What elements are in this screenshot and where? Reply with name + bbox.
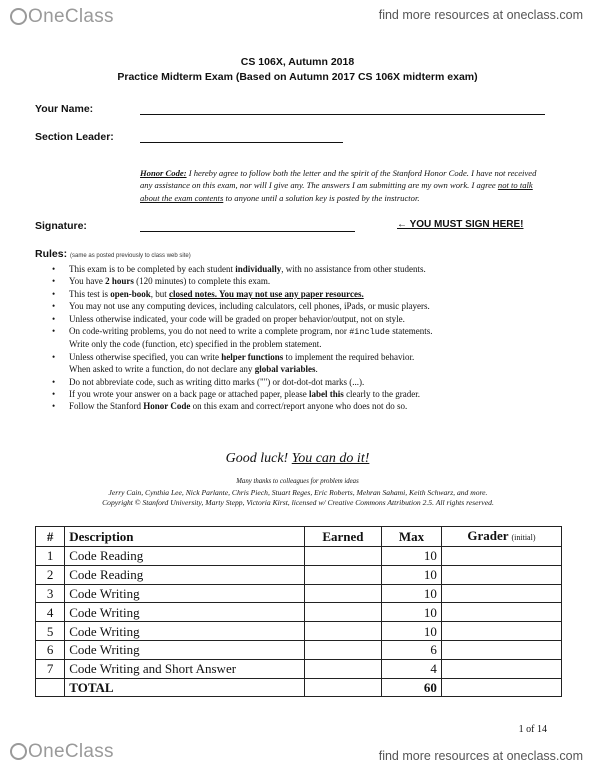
thanks-note: Many thanks to colleagues for problem ideas	[236, 478, 359, 485]
section-leader-line[interactable]	[140, 142, 343, 143]
logo-ring-icon	[10, 743, 27, 760]
row-max: 10	[382, 622, 442, 641]
rule-text: clearly to the grader.	[343, 389, 421, 400]
rules-title: Rules:	[35, 248, 68, 260]
col-description-header: Description	[65, 527, 304, 547]
rule-text: Unless otherwise specified, you can write	[69, 351, 222, 362]
rule-emphasis: Honor Code	[143, 401, 191, 412]
rule-text: Follow the Stanford	[69, 401, 144, 412]
oneclass-logo	[10, 6, 114, 28]
row-description: Code Writing	[65, 603, 304, 622]
table-row	[36, 640, 562, 659]
grader-header-text: Grader	[467, 528, 509, 543]
honor-code-statement	[140, 167, 550, 204]
rule-text: On code-writing problems, you do not need to write a complete program, nor	[69, 326, 350, 337]
total-label: TOTAL	[65, 678, 304, 697]
rule-emphasis: open-book	[110, 288, 151, 299]
must-sign-text: ← YOU MUST SIGN HERE!	[397, 219, 524, 230]
row-grader-cell[interactable]	[441, 622, 561, 641]
row-max: 10	[382, 547, 442, 566]
row-num: 2	[36, 565, 65, 584]
row-max: 10	[382, 565, 442, 584]
col-max-header: Max	[382, 527, 442, 547]
row-grader-cell[interactable]	[441, 565, 561, 584]
rule-emphasis: label this	[309, 389, 344, 400]
row-earned-cell[interactable]	[304, 547, 382, 566]
row-description: Code Writing and Short Answer	[65, 659, 304, 678]
rule-item	[52, 351, 552, 376]
rule-item: • Unless otherwise indicated, your code will be graded on proper behavior/output, not on style.	[52, 313, 552, 325]
table-row	[36, 659, 562, 678]
score-table-header	[36, 527, 562, 547]
rule-emphasis: global variables	[254, 364, 316, 375]
honor-text-1: I hereby agree to follow both the letter and the spirit of the Stanford Honor Code. I have not received any assistance on this exam, nor will I give any. The answers I am submitting are my own work. I agree	[140, 168, 537, 191]
rule-emphasis: closed notes. You may not use any paper resources.	[169, 288, 364, 299]
rule-emphasis: 2 hours	[105, 276, 134, 287]
honor-code-lead: Honor Code:	[140, 168, 187, 178]
row-grader-cell[interactable]	[441, 603, 561, 622]
row-earned-cell[interactable]	[304, 622, 382, 641]
top-resource-link[interactable]: find more resources at oneclass.com	[378, 8, 583, 22]
rule-code: #include	[349, 327, 390, 338]
row-grader-cell[interactable]	[441, 584, 561, 603]
row-earned-cell[interactable]	[304, 640, 382, 659]
col-grader-header	[441, 527, 561, 547]
rule-text: Write only the code (function, etc) specified in the problem statement.	[69, 339, 322, 350]
row-earned-cell[interactable]	[304, 584, 382, 603]
rule-text: , with no assistance from other students.	[281, 264, 426, 274]
total-row	[36, 678, 562, 697]
good-luck-text: Good luck!	[225, 451, 292, 466]
rules-list	[52, 263, 552, 413]
row-num: 5	[36, 622, 65, 641]
oneclass-logo-bottom	[10, 741, 114, 763]
logo-ring-icon	[10, 8, 27, 25]
rule-text: on this exam and correct/report anyone who does not do so.	[190, 401, 408, 412]
honor-text-2: not to talk about the exam contents	[140, 180, 533, 203]
row-description: Code Reading	[65, 547, 304, 566]
table-row	[36, 565, 562, 584]
you-can-do-it-text: You can do it!	[291, 451, 370, 466]
row-num: 4	[36, 603, 65, 622]
rule-text: This test is	[69, 288, 111, 299]
table-row	[36, 584, 562, 603]
bottom-resource-link[interactable]: find more resources at oneclass.com	[378, 749, 583, 763]
name-line[interactable]	[140, 114, 545, 115]
row-description: Code Reading	[65, 565, 304, 584]
row-earned-cell[interactable]	[304, 603, 382, 622]
signature-line[interactable]	[140, 231, 355, 232]
table-row	[36, 547, 562, 566]
col-num-header: #	[36, 527, 65, 547]
rule-item	[52, 288, 552, 300]
credits	[38, 488, 558, 508]
exam-subtitle: Practice Midterm Exam (Based on Autumn 2017 CS 106X midterm exam)	[117, 71, 478, 83]
honor-text-3: to anyone until a solution key is posted by the instructor.	[223, 192, 420, 203]
row-num: 6	[36, 640, 65, 659]
row-max: 4	[382, 659, 442, 678]
total-earned-cell[interactable]	[304, 678, 382, 697]
must-sign-note	[397, 219, 524, 230]
total-num-cell	[36, 678, 65, 697]
row-description: Code Writing	[65, 640, 304, 659]
rule-emphasis: helper functions	[221, 351, 284, 362]
grader-header-note: (initial)	[511, 533, 536, 542]
rule-item: • Do not abbreviate code, such as writing ditto marks ("") or dot-dot-dot marks (...).	[52, 376, 552, 388]
rule-emphasis: individually	[235, 264, 282, 274]
col-earned-header: Earned	[304, 527, 382, 547]
row-num: 7	[36, 659, 65, 678]
rule-text: This exam is to be completed by each student	[69, 264, 236, 274]
rule-text: , but	[150, 288, 170, 299]
copyright-line: Copyright © Stanford University, Marty Stepp, Victoria Kirst, licensed w/ Creative Commons Attribution 2.5. All rights reserved.	[102, 498, 494, 507]
name-label: Your Name:	[35, 103, 94, 115]
row-grader-cell[interactable]	[441, 659, 561, 678]
rule-item	[52, 325, 552, 351]
rule-text: (120 minutes) to complete this exam.	[133, 276, 271, 287]
rule-item	[52, 275, 552, 287]
course-title: CS 106X, Autumn 2018	[240, 56, 355, 68]
rule-item	[52, 400, 552, 412]
row-earned-cell[interactable]	[304, 565, 382, 584]
rules-heading	[35, 248, 191, 260]
total-grader-cell[interactable]	[441, 678, 561, 697]
table-row	[36, 603, 562, 622]
score-table	[35, 526, 562, 697]
row-grader-cell[interactable]	[441, 547, 561, 566]
rule-text: statements.	[390, 326, 433, 337]
rule-item	[52, 263, 552, 275]
rule-item	[52, 388, 552, 400]
rule-item: • You may not use any computing devices, including calculators, cell phones, iPads, or music players.	[52, 300, 552, 312]
row-num: 1	[36, 547, 65, 566]
rule-text: to implement the required behavior.	[283, 351, 415, 362]
rule-text: If you wrote your answer on a back page or attached paper, please	[69, 389, 310, 400]
row-max: 10	[382, 603, 442, 622]
page-number: 1 of 14	[518, 724, 547, 735]
logo-text: OneClass	[28, 6, 114, 27]
logo-text: OneClass	[28, 741, 114, 762]
rules-note: (same as posted previously to class web site)	[70, 253, 191, 259]
credits-names: Jerry Cain, Cynthia Lee, Nick Parlante, Chris Piech, Stuart Reges, Eric Roberts, Mehran Sahami, Keith Schwarz, and more.	[108, 488, 488, 497]
good-luck-message	[0, 451, 595, 467]
row-max: 10	[382, 584, 442, 603]
row-num: 3	[36, 584, 65, 603]
row-earned-cell[interactable]	[304, 659, 382, 678]
row-grader-cell[interactable]	[441, 640, 561, 659]
rule-text: When asked to write a function, do not declare any	[69, 364, 255, 375]
rule-text: You have	[69, 276, 106, 287]
total-max: 60	[382, 678, 442, 697]
row-description: Code Writing	[65, 584, 304, 603]
row-max: 6	[382, 640, 442, 659]
section-leader-label: Section Leader:	[35, 131, 114, 143]
signature-label: Signature:	[35, 220, 87, 232]
rule-text: .	[315, 364, 318, 375]
table-row	[36, 622, 562, 641]
row-description: Code Writing	[65, 622, 304, 641]
